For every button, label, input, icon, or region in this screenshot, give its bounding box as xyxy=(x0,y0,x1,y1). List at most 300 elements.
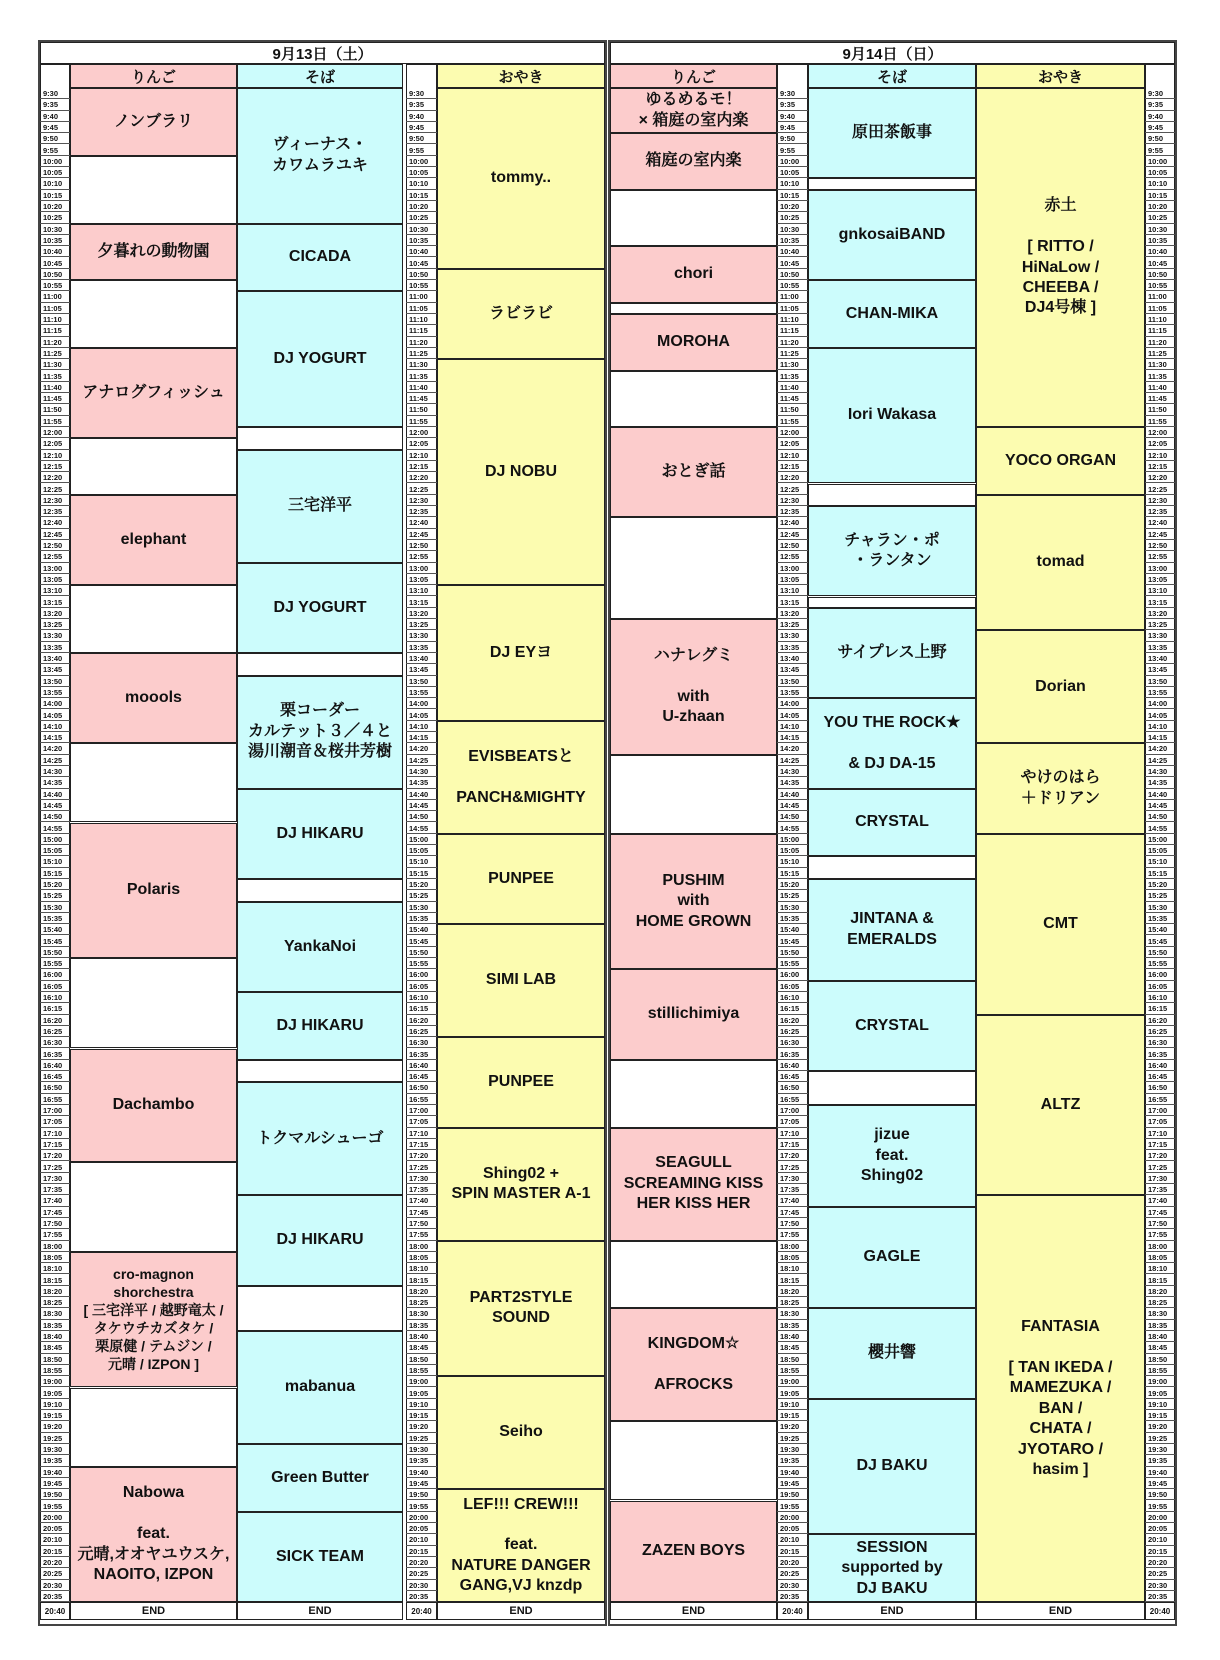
time-label: 10:50 xyxy=(406,269,437,280)
time-label: 15:45 xyxy=(406,936,437,947)
time-label: 11:45 xyxy=(40,393,70,404)
time-label: 9:50 xyxy=(40,133,70,144)
time-label: 17:20 xyxy=(777,1150,808,1161)
time-label: 17:00 xyxy=(40,1105,70,1116)
time-label: 10:25 xyxy=(40,212,70,223)
time-label: 20:30 xyxy=(406,1580,437,1591)
time-label: 16:40 xyxy=(1145,1060,1175,1071)
performance-block: 赤土 [ RITTO / HiNaLow / CHEEBA / DJ4号棟 ] xyxy=(976,88,1145,427)
time-label: 17:00 xyxy=(1145,1105,1175,1116)
time-label: 20:25 xyxy=(777,1568,808,1579)
empty-slot xyxy=(70,280,237,348)
empty-slot xyxy=(610,1241,777,1309)
time-label: 19:05 xyxy=(777,1388,808,1399)
time-label: 19:15 xyxy=(406,1410,437,1421)
time-label: 14:50 xyxy=(406,811,437,822)
time-label: 19:55 xyxy=(1145,1501,1175,1512)
stage-header: そば xyxy=(237,64,403,88)
time-label: 10:55 xyxy=(777,280,808,291)
empty-slot xyxy=(70,1162,237,1252)
performance-block: ヴィーナス・ カワムラユキ xyxy=(237,88,403,224)
time-label: 13:00 xyxy=(1145,563,1175,574)
time-label: 17:20 xyxy=(40,1150,70,1161)
time-label: 16:50 xyxy=(40,1082,70,1093)
time-label: 19:25 xyxy=(777,1433,808,1444)
time-label: 13:00 xyxy=(40,563,70,574)
time-label: 11:35 xyxy=(777,371,808,382)
empty-slot xyxy=(610,755,777,834)
time-label: 10:05 xyxy=(40,167,70,178)
time-label: 16:55 xyxy=(777,1094,808,1105)
time-label: 15:15 xyxy=(406,868,437,879)
time-label: 15:50 xyxy=(1145,947,1175,958)
end-cell: END xyxy=(976,1602,1145,1620)
time-label: 18:30 xyxy=(406,1308,437,1319)
time-label: 11:40 xyxy=(40,382,70,393)
time-label: 17:10 xyxy=(777,1128,808,1139)
time-label: 18:35 xyxy=(40,1320,70,1331)
time-label: 13:35 xyxy=(406,642,437,653)
time-label: 17:30 xyxy=(406,1173,437,1184)
time-label: 9:30 xyxy=(406,88,437,99)
time-label: 17:20 xyxy=(406,1150,437,1161)
time-label: 15:55 xyxy=(1145,958,1175,969)
time-label: 16:35 xyxy=(40,1049,70,1060)
time-label: 10:15 xyxy=(777,190,808,201)
time-label: 20:25 xyxy=(406,1568,437,1579)
time-label: 10:10 xyxy=(40,178,70,189)
time-label: 10:45 xyxy=(777,258,808,269)
time-label: 10:15 xyxy=(1145,190,1175,201)
time-label: 9:45 xyxy=(40,122,70,133)
time-label: 17:30 xyxy=(40,1173,70,1184)
performance-block: やけのはら ＋ドリアン xyxy=(976,743,1145,833)
empty-slot xyxy=(70,743,237,822)
empty-slot xyxy=(237,427,403,450)
time-label: 14:25 xyxy=(40,755,70,766)
time-label: 12:45 xyxy=(777,529,808,540)
time-label: 10:10 xyxy=(777,178,808,189)
time-label: 11:15 xyxy=(406,325,437,336)
time-label: 11:45 xyxy=(406,393,437,404)
time-label: 11:55 xyxy=(777,416,808,427)
performance-block: アナログフィッシュ xyxy=(70,348,237,438)
time-label: 16:40 xyxy=(406,1060,437,1071)
time-label: 10:50 xyxy=(1145,269,1175,280)
time-label: 19:10 xyxy=(40,1399,70,1410)
time-label: 12:55 xyxy=(1145,551,1175,562)
time-label: 10:15 xyxy=(406,190,437,201)
time-label: 13:20 xyxy=(777,608,808,619)
time-label: 10:30 xyxy=(777,224,808,235)
time-label: 10:40 xyxy=(1145,246,1175,257)
time-label: 14:10 xyxy=(406,721,437,732)
time-label: 14:45 xyxy=(406,800,437,811)
performance-block: CRYSTAL xyxy=(808,789,976,857)
performance-block: Nabowa feat. 元晴,オオヤユウスケ, NAOITO, IZPON xyxy=(70,1467,237,1603)
time-label: 10:45 xyxy=(1145,258,1175,269)
performance-block: LEF!!! CREW!!! feat. NATURE DANGER GANG,VJ knzdp xyxy=(437,1489,605,1602)
time-label: 16:50 xyxy=(406,1082,437,1093)
time-label: 14:15 xyxy=(40,732,70,743)
time-label: 19:15 xyxy=(777,1410,808,1421)
time-label: 16:25 xyxy=(406,1026,437,1037)
time-label: 18:15 xyxy=(406,1275,437,1286)
time-label: 18:30 xyxy=(40,1308,70,1319)
time-label: 20:25 xyxy=(1145,1568,1175,1579)
time-label: 12:10 xyxy=(777,450,808,461)
time-label: 19:40 xyxy=(1145,1467,1175,1478)
time-label: 11:15 xyxy=(777,325,808,336)
time-label: 17:45 xyxy=(406,1207,437,1218)
time-label: 11:55 xyxy=(1145,416,1175,427)
time-label: 17:55 xyxy=(1145,1229,1175,1240)
time-label: 19:35 xyxy=(406,1455,437,1466)
time-label: 11:50 xyxy=(777,404,808,415)
performance-block: 原田茶飯事 xyxy=(808,88,976,178)
time-label: 19:35 xyxy=(1145,1455,1175,1466)
time-label: 11:20 xyxy=(777,337,808,348)
time-label: 12:55 xyxy=(777,551,808,562)
time-label: 17:45 xyxy=(777,1207,808,1218)
time-label: 14:35 xyxy=(406,777,437,788)
time-label: 13:45 xyxy=(1145,664,1175,675)
performance-block: DJ NOBU xyxy=(437,359,605,585)
stage-header: りんご xyxy=(610,64,777,88)
time-label: 18:45 xyxy=(40,1342,70,1353)
time-label: 12:05 xyxy=(1145,438,1175,449)
stage-header: そば xyxy=(808,64,976,88)
time-label: 11:00 xyxy=(406,291,437,302)
time-label: 19:30 xyxy=(40,1444,70,1455)
time-label: 9:35 xyxy=(777,99,808,110)
time-label: 18:55 xyxy=(406,1365,437,1376)
time-label: 15:15 xyxy=(40,868,70,879)
time-label: 13:45 xyxy=(40,664,70,675)
performance-block: DJ HIKARU xyxy=(237,992,403,1060)
time-label: 11:10 xyxy=(777,314,808,325)
empty-slot xyxy=(70,958,237,1048)
time-label: 20:10 xyxy=(1145,1534,1175,1545)
time-label: 13:55 xyxy=(777,687,808,698)
time-label: 18:05 xyxy=(777,1252,808,1263)
performance-block: ノンブラリ xyxy=(70,88,237,156)
time-label: 18:10 xyxy=(40,1263,70,1274)
time-label: 19:05 xyxy=(406,1388,437,1399)
time-label: 16:20 xyxy=(777,1015,808,1026)
time-label: 18:25 xyxy=(406,1297,437,1308)
time-label: 12:25 xyxy=(40,484,70,495)
time-label: 15:50 xyxy=(40,947,70,958)
time-label: 16:10 xyxy=(406,992,437,1003)
time-label: 13:35 xyxy=(40,642,70,653)
time-label: 15:20 xyxy=(777,879,808,890)
time-label: 10:40 xyxy=(40,246,70,257)
time-label: 19:30 xyxy=(777,1444,808,1455)
time-label: 13:25 xyxy=(1145,619,1175,630)
time-label: 20:20 xyxy=(406,1557,437,1568)
performance-block: ALTZ xyxy=(976,1015,1145,1196)
time-label: 16:00 xyxy=(406,969,437,980)
performance-block: ラビラビ xyxy=(437,269,605,359)
time-label: 9:30 xyxy=(40,88,70,99)
empty-slot xyxy=(610,303,777,314)
time-label: 10:30 xyxy=(40,224,70,235)
time-label: 12:50 xyxy=(406,540,437,551)
time-label: 18:25 xyxy=(1145,1297,1175,1308)
time-label: 18:00 xyxy=(406,1241,437,1252)
time-label: 15:50 xyxy=(406,947,437,958)
time-label: 18:40 xyxy=(1145,1331,1175,1342)
time-label: 15:40 xyxy=(777,924,808,935)
performance-block: Shing02 + SPIN MASTER A-1 xyxy=(437,1128,605,1241)
time-label: 19:40 xyxy=(40,1467,70,1478)
time-label: 13:05 xyxy=(777,574,808,585)
time-label: 16:05 xyxy=(40,981,70,992)
time-label: 19:50 xyxy=(777,1489,808,1500)
time-label: 12:15 xyxy=(40,461,70,472)
time-label: 12:15 xyxy=(1145,461,1175,472)
time-label: 11:40 xyxy=(777,382,808,393)
performance-block: ゆるめるモ！ × 箱庭の室内楽 xyxy=(610,88,777,133)
time-label: 13:50 xyxy=(1145,676,1175,687)
time-label: 18:45 xyxy=(1145,1342,1175,1353)
performance-block: DJ YOGURT xyxy=(237,563,403,653)
stage-header: おやき xyxy=(437,64,605,88)
time-label: 13:25 xyxy=(777,619,808,630)
time-label: 20:15 xyxy=(406,1546,437,1557)
time-label: 15:05 xyxy=(1145,845,1175,856)
time-label: 11:30 xyxy=(40,359,70,370)
time-label: 13:30 xyxy=(406,630,437,641)
time-label: 19:35 xyxy=(777,1455,808,1466)
time-label: 20:20 xyxy=(40,1557,70,1568)
time-label: 12:25 xyxy=(406,484,437,495)
time-label: 9:35 xyxy=(40,99,70,110)
time-label: 15:20 xyxy=(40,879,70,890)
time-label: 9:45 xyxy=(777,122,808,133)
time-label: 11:50 xyxy=(1145,404,1175,415)
time-label: 16:25 xyxy=(1145,1026,1175,1037)
time-label: 14:05 xyxy=(1145,710,1175,721)
time-label: 11:10 xyxy=(406,314,437,325)
performance-block: jizue feat. Shing02 xyxy=(808,1105,976,1207)
time-label: 13:10 xyxy=(406,585,437,596)
time-label: 12:40 xyxy=(777,517,808,528)
time-label: 12:50 xyxy=(1145,540,1175,551)
time-label: 9:40 xyxy=(777,111,808,122)
time-label: 17:50 xyxy=(777,1218,808,1229)
time-label: 18:55 xyxy=(1145,1365,1175,1376)
time-label: 19:10 xyxy=(777,1399,808,1410)
time-label: 13:25 xyxy=(406,619,437,630)
time-label: 13:45 xyxy=(777,664,808,675)
time-label: 20:00 xyxy=(777,1512,808,1523)
time-label: 20:05 xyxy=(40,1523,70,1534)
time-label: 20:15 xyxy=(777,1546,808,1557)
time-label: 10:00 xyxy=(40,156,70,167)
time-label: 12:55 xyxy=(40,551,70,562)
time-label: 19:30 xyxy=(1145,1444,1175,1455)
time-label: 13:25 xyxy=(40,619,70,630)
performance-block: DJ YOGURT xyxy=(237,291,403,427)
time-label: 17:40 xyxy=(406,1195,437,1206)
time-label: 17:40 xyxy=(777,1195,808,1206)
end-cell: END xyxy=(237,1602,403,1620)
performance-block: PUSHIM with HOME GROWN xyxy=(610,834,777,970)
time-label: 20:10 xyxy=(406,1534,437,1545)
time-label: 15:10 xyxy=(777,856,808,867)
empty-slot xyxy=(237,1060,403,1083)
time-label: 16:10 xyxy=(40,992,70,1003)
time-label: 13:55 xyxy=(1145,687,1175,698)
time-label: 12:30 xyxy=(40,495,70,506)
end-cell: END xyxy=(808,1602,976,1620)
time-label: 19:10 xyxy=(406,1399,437,1410)
end-cell: END xyxy=(610,1602,777,1620)
time-label: 16:00 xyxy=(777,969,808,980)
time-label: 15:05 xyxy=(40,845,70,856)
time-label: 11:40 xyxy=(406,382,437,393)
time-label: 19:15 xyxy=(1145,1410,1175,1421)
performance-block: CHAN-MIKA xyxy=(808,280,976,348)
time-label: 12:35 xyxy=(777,506,808,517)
time-label: 13:50 xyxy=(777,676,808,687)
time-label: 18:55 xyxy=(40,1365,70,1376)
time-label: 14:30 xyxy=(406,766,437,777)
time-label: 20:35 xyxy=(777,1591,808,1602)
time-label: 10:05 xyxy=(406,167,437,178)
time-label: 18:10 xyxy=(777,1263,808,1274)
performance-block: 三宅洋平 xyxy=(237,450,403,563)
time-label: 19:15 xyxy=(40,1410,70,1421)
time-label: 11:55 xyxy=(40,416,70,427)
time-label: 14:20 xyxy=(40,743,70,754)
time-label: 10:05 xyxy=(777,167,808,178)
time-label: 14:55 xyxy=(406,823,437,834)
time-label: 10:35 xyxy=(406,235,437,246)
time-label: 12:35 xyxy=(40,506,70,517)
time-label: 16:30 xyxy=(1145,1037,1175,1048)
time-label: 14:40 xyxy=(40,789,70,800)
time-label: 18:20 xyxy=(777,1286,808,1297)
time-label: 15:15 xyxy=(1145,868,1175,879)
time-label: 12:05 xyxy=(777,438,808,449)
time-label: 12:30 xyxy=(1145,495,1175,506)
time-label: 10:30 xyxy=(1145,224,1175,235)
time-label: 17:40 xyxy=(1145,1195,1175,1206)
time-label: 15:45 xyxy=(40,936,70,947)
time-label: 16:00 xyxy=(40,969,70,980)
time-label: 15:20 xyxy=(1145,879,1175,890)
time-label: 15:35 xyxy=(40,913,70,924)
time-label: 17:35 xyxy=(40,1184,70,1195)
time-label: 19:20 xyxy=(406,1421,437,1432)
time-label: 16:45 xyxy=(777,1071,808,1082)
time-label: 16:15 xyxy=(1145,1003,1175,1014)
time-label: 17:05 xyxy=(777,1116,808,1127)
performance-block: elephant xyxy=(70,495,237,585)
time-label: 9:55 xyxy=(777,145,808,156)
time-label: 12:30 xyxy=(406,495,437,506)
time-label: 17:10 xyxy=(1145,1128,1175,1139)
time-label: 18:55 xyxy=(777,1365,808,1376)
performance-block: mabanua xyxy=(237,1331,403,1444)
time-label: 16:05 xyxy=(777,981,808,992)
time-label: 13:35 xyxy=(777,642,808,653)
performance-block: ハナレグミ with U-zhaan xyxy=(610,619,777,755)
time-label: 11:45 xyxy=(1145,393,1175,404)
time-label: 15:40 xyxy=(406,924,437,935)
time-label: 12:00 xyxy=(40,427,70,438)
performance-block: 櫻井響 xyxy=(808,1308,976,1398)
time-label: 11:20 xyxy=(40,337,70,348)
time-label: 20:00 xyxy=(1145,1512,1175,1523)
performance-block: DJ BAKU xyxy=(808,1399,976,1535)
time-label: 14:55 xyxy=(40,823,70,834)
time-label: 16:45 xyxy=(40,1071,70,1082)
time-label: 16:30 xyxy=(406,1037,437,1048)
performance-block: CICADA xyxy=(237,224,403,292)
performance-block: MOROHA xyxy=(610,314,777,371)
time-label: 17:05 xyxy=(406,1116,437,1127)
time-label: 14:50 xyxy=(777,811,808,822)
time-label: 17:25 xyxy=(777,1162,808,1173)
time-label: 9:35 xyxy=(1145,99,1175,110)
time-label: 11:25 xyxy=(40,348,70,359)
performance-block: EVISBEATSと PANCH&MIGHTY xyxy=(437,721,605,834)
time-label: 12:20 xyxy=(1145,472,1175,483)
time-label: 20:15 xyxy=(1145,1546,1175,1557)
time-label: 10:50 xyxy=(777,269,808,280)
time-label: 20:15 xyxy=(40,1546,70,1557)
time-label: 16:45 xyxy=(406,1071,437,1082)
performance-block: DJ HIKARU xyxy=(237,1195,403,1285)
time-label: 19:55 xyxy=(406,1501,437,1512)
time-label: 12:20 xyxy=(777,472,808,483)
time-label: 11:15 xyxy=(40,325,70,336)
time-label: 18:35 xyxy=(777,1320,808,1331)
time-label: 16:10 xyxy=(777,992,808,1003)
time-label: 18:15 xyxy=(1145,1275,1175,1286)
time-label: 15:00 xyxy=(406,834,437,845)
time-label: 11:45 xyxy=(777,393,808,404)
time-label: 14:35 xyxy=(40,777,70,788)
time-label: 17:10 xyxy=(406,1128,437,1139)
performance-block: サイプレス上野 xyxy=(808,608,976,698)
time-label: 10:20 xyxy=(406,201,437,212)
time-label: 14:00 xyxy=(777,698,808,709)
time-label: 10:10 xyxy=(1145,178,1175,189)
time-label: 17:00 xyxy=(777,1105,808,1116)
time-label: 17:00 xyxy=(406,1105,437,1116)
time-label: 10:25 xyxy=(406,212,437,223)
time-label: 13:40 xyxy=(777,653,808,664)
performance-block: PUNPEE xyxy=(437,1037,605,1127)
performance-block: SESSION supported by DJ BAKU xyxy=(808,1534,976,1602)
time-label: 17:15 xyxy=(406,1139,437,1150)
time-label: 17:05 xyxy=(1145,1116,1175,1127)
time-label: 20:00 xyxy=(40,1512,70,1523)
time-label: 13:45 xyxy=(406,664,437,675)
performance-block: Iori Wakasa xyxy=(808,348,976,484)
time-label: 15:35 xyxy=(1145,913,1175,924)
empty-slot xyxy=(808,856,976,879)
time-label: 16:00 xyxy=(1145,969,1175,980)
time-label: 17:55 xyxy=(40,1229,70,1240)
performance-block: 箱庭の室内楽 xyxy=(610,133,777,190)
time-label: 11:55 xyxy=(406,416,437,427)
